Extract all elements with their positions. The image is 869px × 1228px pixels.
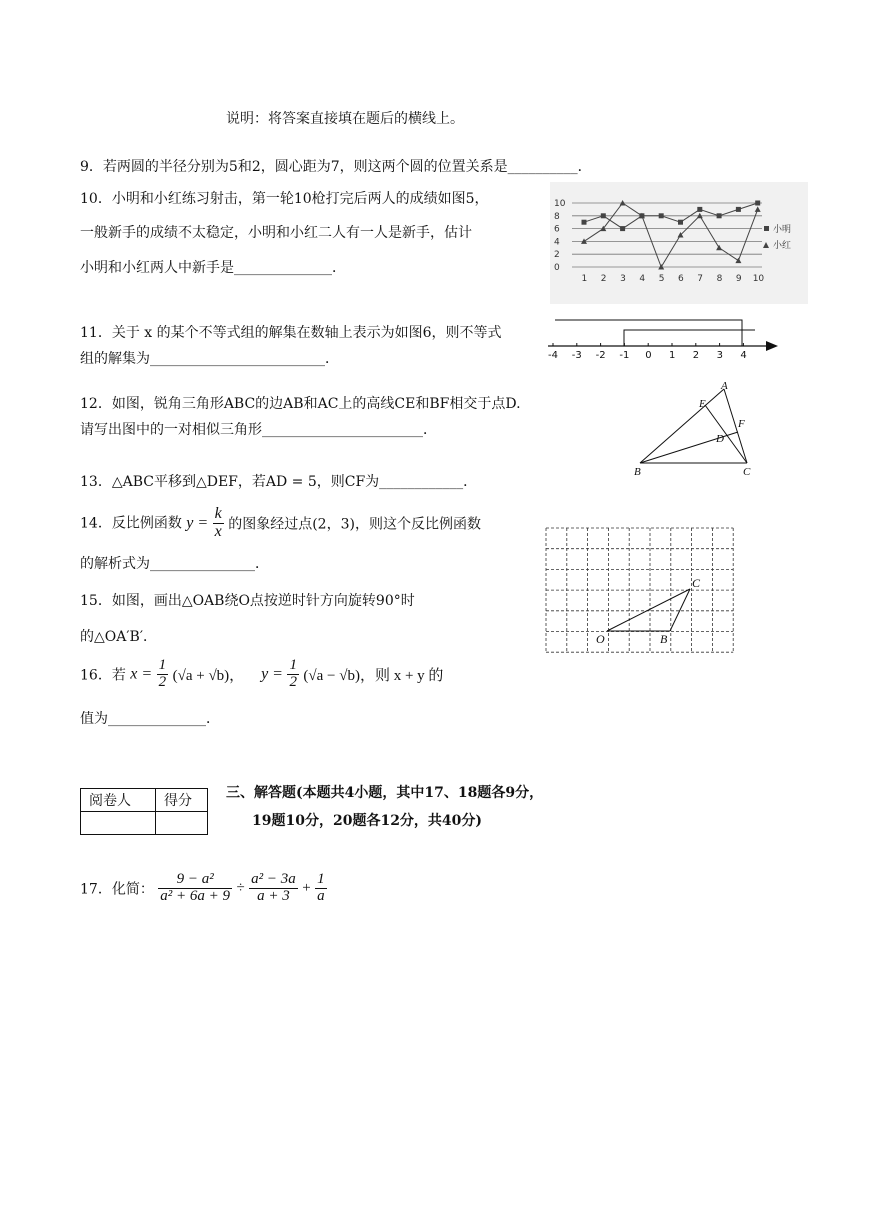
question-9: 9．若两圆的半径分别为5和2，圆心距为7，则这两个圆的位置关系是__________． (80, 159, 592, 175)
segment-oc (607, 589, 690, 631)
instruction-note: 说明：将答案直接填在题后的横线上。 (226, 111, 464, 127)
fraction-denominator: 2 (158, 673, 167, 690)
point-c-label: C (743, 466, 751, 478)
triangle-abc-figure (630, 382, 760, 478)
question-16-line1 (80, 658, 443, 691)
point-o-label: O (596, 632, 605, 646)
data-point (620, 226, 625, 231)
fraction-denominator: 2 (289, 673, 297, 690)
question-17 (80, 872, 327, 905)
fraction-numerator: 1 (289, 657, 297, 673)
y-tick-label: 10 (554, 199, 566, 209)
question-11-line1: 11．关于 x 的某个不等式组的解集在数轴上表示为如图6，则不等式 (80, 325, 502, 341)
x-expression-lhs: x = (130, 665, 153, 683)
y-tick-label: 6 (554, 224, 560, 235)
score-line-chart (550, 182, 808, 304)
question-12-line1: 12．如图，锐角三角形ABC的边AB和AC上的高线CE和BF相交于点D. (80, 396, 521, 412)
segment-ab (640, 389, 724, 463)
point-a-label: A (721, 382, 728, 392)
question-14-line2: 的解析式为_______________． (80, 556, 269, 572)
data-point (678, 220, 683, 225)
legend-label-xiaoming: 小明 (773, 225, 792, 235)
question-12-line2: 请写出图中的一对相似三角形_______________________． (80, 422, 437, 438)
y-expression-lhs: y = (261, 665, 283, 683)
fraction-3 (315, 872, 327, 905)
question-14-prefix: 14．反比例函数 (80, 515, 182, 532)
arrow-icon (766, 341, 778, 351)
fraction-one-half (287, 658, 299, 691)
function-lhs: y = (186, 514, 209, 532)
solution-bracket-upper (555, 320, 742, 346)
data-point (755, 201, 760, 206)
legend-label-xiaohong: 小红 (773, 241, 792, 251)
point-b-label: B (660, 632, 668, 646)
tick-label: 0 (645, 350, 652, 361)
x-tick-label: 9 (735, 274, 742, 284)
x-tick-label: 3 (620, 274, 626, 284)
tick-label: 1 (669, 350, 676, 361)
x-tick-label: 7 (697, 274, 704, 284)
altitude-ce (705, 405, 747, 463)
fraction-k-over-x (213, 506, 224, 541)
question-13: 13．△ABC平移到△DEF，若AD = 5，则CF为____________． (80, 474, 478, 490)
y-tick-label: 2 (554, 250, 560, 261)
tick-label: -4 (548, 350, 558, 361)
x-tick-label: 1 (581, 274, 588, 284)
score-header: 得分 (156, 789, 208, 812)
question-15-line2: 的△OA′B′． (80, 629, 157, 645)
x-tick-label: 4 (639, 274, 646, 284)
divide-operator: ÷ (236, 879, 245, 896)
solution-bracket-lower (624, 330, 755, 346)
tick-label: 4 (740, 350, 747, 361)
question-10-line2: 一般新手的成绩不太稳定，小明和小红二人有一人是新手，估计 (80, 225, 472, 241)
section-3-heading: 三、解答题(本题共4小题，其中17、18题各9分， (226, 785, 544, 801)
data-point (736, 207, 741, 212)
data-point (717, 213, 722, 218)
tick-label: -3 (571, 350, 582, 361)
legend-marker-xiaoming (764, 226, 769, 231)
question-14-line1 (80, 506, 481, 541)
data-point (601, 213, 606, 218)
question-10-line1: 10．小明和小红练习射击，第一轮10枪打完后两人的成绩如图5， (80, 191, 489, 207)
fraction-numerator: a² − 3a (251, 871, 296, 887)
number-line-figure (540, 316, 780, 362)
fraction-denominator: a + 3 (257, 887, 290, 904)
x-expression-rhs: (√a + √b)， (172, 667, 245, 684)
fraction-denominator: a (317, 887, 325, 904)
grader-cell[interactable] (81, 812, 156, 835)
fraction-one-half (157, 658, 169, 691)
x-tick-label: 10 (752, 274, 765, 284)
score-cell[interactable] (156, 812, 208, 835)
y-tick-label: 0 (554, 263, 560, 273)
point-c-label: C (692, 576, 701, 590)
question-11-line2: 组的解集为_________________________． (80, 351, 339, 367)
y-tick-label: 4 (554, 237, 560, 248)
score-table (80, 788, 208, 835)
question-15-line1: 15．如图，画出△OAB绕O点按逆时针方向旋转90°时 (80, 593, 415, 609)
section-3-heading-line2: 19题10分，20题各12分，共40分) (252, 813, 483, 829)
fraction-2 (249, 872, 298, 905)
x-tick-label: 6 (678, 274, 684, 284)
tick-label: 2 (692, 350, 700, 361)
fraction-numerator: 9 − a² (158, 872, 232, 889)
data-point (659, 213, 664, 218)
data-point (582, 220, 587, 225)
question-16-prefix: 16．若 (80, 667, 126, 684)
question-16-line2: 值为______________． (80, 711, 220, 727)
point-b-label: B (634, 466, 641, 478)
chart-background (550, 182, 808, 304)
x-tick-label: 5 (658, 274, 665, 284)
grader-header: 阅卷人 (81, 789, 156, 812)
fraction-denominator: a² + 6a + 9 (160, 887, 231, 904)
question-17-prefix: 17．化简： (80, 881, 154, 898)
question-14-suffix: 的图象经过点(2，3)，则这个反比例函数 (228, 516, 481, 533)
data-point (697, 207, 702, 212)
y-expression-rhs: (√a − √b)，则 x + y 的 (303, 667, 444, 684)
point-f-label: F (738, 418, 745, 430)
rotation-grid-figure (545, 527, 735, 653)
y-tick-label: 8 (554, 211, 560, 222)
point-e-label: E (699, 398, 706, 410)
tick-label: 3 (716, 350, 723, 361)
tick-label: -2 (595, 350, 606, 361)
point-d-label: D (716, 433, 724, 445)
question-10-line3: 小明和小红两人中新手是______________． (80, 260, 346, 276)
plus-operator: + (302, 879, 311, 896)
segment-bc (670, 589, 690, 631)
fraction-numerator: 1 (158, 657, 167, 673)
x-tick-label: 8 (716, 274, 723, 284)
fraction-numerator: k (214, 505, 222, 522)
fraction-1 (158, 872, 232, 905)
fraction-numerator: 1 (317, 871, 325, 887)
x-tick-label: 2 (600, 274, 607, 284)
tick-label: -1 (619, 350, 630, 361)
fraction-denominator: x (214, 522, 222, 540)
